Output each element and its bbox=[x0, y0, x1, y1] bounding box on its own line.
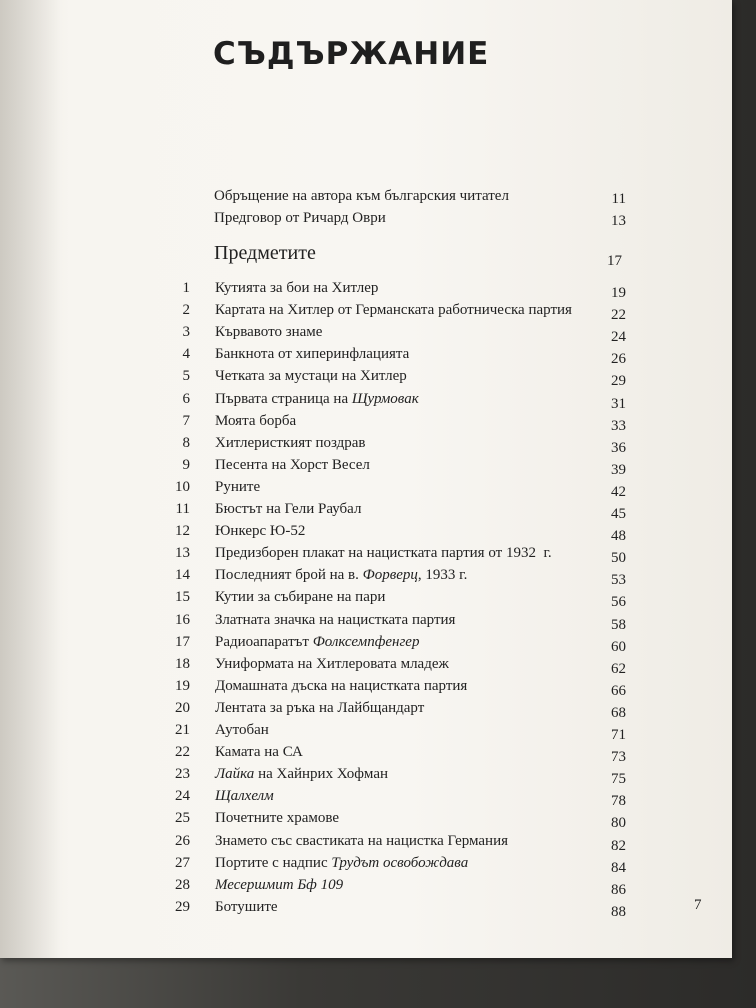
entry-number: 28 bbox=[175, 876, 190, 893]
entry-title-part: Кутии за събиране на пари bbox=[215, 589, 386, 606]
entry-title-part: Руните bbox=[215, 478, 261, 495]
entry-title-part: Лентата за ръка на Лайбщандарт bbox=[215, 699, 425, 716]
entry-title-part: на Хайнрих Хофман bbox=[254, 766, 389, 783]
entry-title bbox=[215, 567, 467, 584]
entry-title bbox=[215, 589, 385, 606]
entry-title bbox=[215, 435, 366, 452]
entry-title: Обръщение на автора към българския читател bbox=[214, 188, 509, 204]
entry-title bbox=[215, 634, 419, 651]
entry-number: 6 bbox=[182, 390, 190, 407]
entry-page: 80 bbox=[611, 815, 626, 832]
entry-title bbox=[215, 391, 419, 408]
entry-page: 84 bbox=[611, 859, 626, 876]
toc-entry bbox=[0, 413, 732, 435]
page-title: СЪДЪРЖАНИЕ bbox=[213, 36, 490, 72]
entry-title-part: Ботушите bbox=[215, 898, 278, 915]
entry-page: 13 bbox=[611, 213, 626, 229]
entry-number: 26 bbox=[175, 832, 190, 849]
toc-entry bbox=[0, 368, 732, 390]
entry-title-part: Златната значка на нацистката партия bbox=[215, 611, 456, 628]
entry-title bbox=[215, 744, 303, 761]
entry-title bbox=[215, 368, 407, 385]
entry-title-part: Камата на СА bbox=[215, 744, 303, 761]
entry-page: 19 bbox=[611, 285, 626, 301]
entry-number: 5 bbox=[182, 368, 190, 385]
entry-page: 24 bbox=[611, 329, 626, 346]
entry-title-part: Кървавото знаме bbox=[215, 324, 323, 341]
entry-number: 14 bbox=[175, 567, 190, 584]
entry-title-part: Радиоапаратът bbox=[215, 633, 313, 650]
section-title: Предметите bbox=[214, 242, 316, 264]
toc-entry bbox=[0, 435, 732, 457]
entry-title-italic-part: Фолксемпфенгер bbox=[312, 633, 420, 650]
entry-number: 13 bbox=[175, 545, 190, 562]
entry-page: 36 bbox=[611, 439, 626, 456]
entry-title-part: Аутобан bbox=[215, 722, 269, 738]
entry-title bbox=[215, 612, 455, 629]
entry-number: 23 bbox=[175, 766, 190, 783]
entry-number: 22 bbox=[175, 744, 190, 761]
entry-number: 1 bbox=[182, 280, 190, 296]
toc-entry bbox=[0, 457, 732, 479]
entry-page: 60 bbox=[611, 638, 626, 655]
page-number: 7 bbox=[694, 897, 702, 913]
entry-number: 19 bbox=[175, 677, 190, 694]
entry-title-part: Четката за мустаци на Хитлер bbox=[215, 368, 407, 385]
entry-title bbox=[215, 877, 343, 894]
entry-title-italic-part: Щалхелм bbox=[215, 788, 274, 805]
entry-number: 21 bbox=[175, 722, 190, 738]
entry-number: 12 bbox=[175, 523, 190, 540]
entry-page: 78 bbox=[611, 793, 626, 810]
toc-entry bbox=[0, 700, 732, 722]
section-page: 17 bbox=[607, 253, 622, 269]
entry-number: 15 bbox=[175, 589, 190, 606]
entry-title bbox=[215, 678, 467, 695]
entry-number: 3 bbox=[182, 324, 190, 341]
entry-number: 24 bbox=[175, 788, 190, 805]
entry-title bbox=[215, 280, 378, 297]
toc-entry bbox=[0, 302, 732, 324]
toc-entry bbox=[0, 788, 732, 810]
entry-page: 48 bbox=[611, 528, 626, 545]
entry-title bbox=[215, 413, 296, 430]
entry-number: 9 bbox=[182, 456, 190, 473]
toc-entry bbox=[0, 479, 732, 501]
toc-entry bbox=[0, 722, 732, 744]
entry-title-italic-part: Форверц bbox=[362, 567, 418, 584]
entry-title bbox=[215, 810, 339, 827]
entry-page: 88 bbox=[611, 903, 626, 920]
entry-title bbox=[215, 722, 269, 739]
entry-page: 53 bbox=[611, 572, 626, 589]
entry-page: 58 bbox=[611, 616, 626, 633]
entry-title bbox=[215, 766, 388, 783]
entry-title-part: Моята борба bbox=[215, 412, 297, 429]
entry-title bbox=[215, 545, 552, 562]
toc-entry bbox=[0, 324, 732, 346]
toc-entry bbox=[0, 899, 732, 921]
entry-number: 20 bbox=[175, 699, 190, 716]
entry-title-part: Униформата на Хитлеровата младеж bbox=[215, 655, 449, 672]
entry-title-part: Банкнота от хиперинфлацията bbox=[215, 346, 410, 363]
entry-number: 7 bbox=[182, 412, 190, 429]
entry-number: 18 bbox=[175, 655, 190, 672]
entry-title bbox=[215, 833, 508, 850]
entry-title bbox=[215, 656, 449, 673]
entry-title bbox=[215, 501, 361, 518]
toc-entry bbox=[0, 634, 732, 656]
toc-entry bbox=[0, 391, 732, 413]
entry-title bbox=[215, 479, 260, 496]
entry-title-part: , 1933 г. bbox=[417, 567, 468, 584]
entry-page: 71 bbox=[611, 727, 626, 743]
entry-number: 8 bbox=[182, 434, 190, 451]
entry-page: 62 bbox=[611, 660, 626, 677]
entry-title bbox=[215, 788, 274, 805]
entry-title-part: Кутията за бои на Хитлер bbox=[215, 280, 379, 296]
toc-entry bbox=[0, 589, 732, 611]
entry-page: 29 bbox=[611, 373, 626, 390]
entry-page: 86 bbox=[611, 881, 626, 898]
entry-title-part: Почетните храмове bbox=[215, 810, 340, 827]
entry-page: 73 bbox=[611, 749, 626, 766]
entry-number: 16 bbox=[175, 611, 190, 628]
entry-page: 26 bbox=[611, 351, 626, 368]
entry-number: 25 bbox=[175, 810, 190, 827]
entry-title-part: Последният брой на в. bbox=[215, 567, 363, 584]
entry-title-part: Песента на Хорст Весел bbox=[215, 456, 370, 473]
entry-page: 56 bbox=[611, 594, 626, 611]
entry-title bbox=[215, 302, 572, 319]
entry-title bbox=[215, 899, 278, 916]
entry-title-part: Бюстът на Гели Раубал bbox=[215, 501, 362, 517]
entry-title-part: Хитлеристкият поздрав bbox=[215, 434, 366, 451]
entry-page: 31 bbox=[611, 395, 626, 412]
toc-entry bbox=[0, 567, 732, 589]
entry-title-part: Портите с надпис bbox=[215, 854, 332, 871]
entry-number: 2 bbox=[182, 302, 190, 319]
entry-page: 39 bbox=[611, 461, 626, 478]
entry-number: 4 bbox=[182, 346, 190, 363]
entry-title bbox=[215, 700, 424, 717]
entry-title-italic-part: Щурмовак bbox=[351, 390, 419, 407]
entry-title-part: Първата страница на bbox=[215, 390, 352, 407]
entry-title bbox=[215, 855, 468, 872]
entry-page: 75 bbox=[611, 771, 626, 788]
entry-page: 66 bbox=[611, 682, 626, 699]
entry-page: 42 bbox=[611, 483, 626, 500]
toc-entry bbox=[0, 612, 732, 634]
toc-entry bbox=[0, 877, 732, 899]
entry-number: 11 bbox=[175, 501, 190, 517]
toc-entry bbox=[0, 501, 732, 523]
entry-number: 27 bbox=[175, 854, 190, 871]
toc-entry bbox=[0, 678, 732, 700]
entry-title-italic-part: Месершмит Бф 109 bbox=[215, 876, 344, 893]
toc-entry bbox=[0, 523, 732, 545]
entry-number: 10 bbox=[175, 478, 190, 495]
entry-title bbox=[215, 346, 409, 363]
entry-title bbox=[215, 324, 322, 341]
entry-page: 11 bbox=[611, 191, 626, 207]
entry-title-part: Юнкерс Ю-52 bbox=[215, 523, 306, 540]
toc-entry bbox=[0, 744, 732, 766]
entry-page: 33 bbox=[611, 417, 626, 434]
entry-title-part: Домашната дъска на нацистката партия bbox=[215, 677, 468, 694]
entry-number: 29 bbox=[175, 898, 190, 915]
toc-entry bbox=[0, 346, 732, 368]
toc-entry bbox=[0, 766, 732, 788]
entry-title-italic-part: Трудът освобождава bbox=[331, 854, 469, 871]
entry-title-part: Знамето със свастиката на нацистка Германия bbox=[215, 832, 509, 849]
entry-page: 45 bbox=[611, 506, 626, 522]
entry-title-italic-part: Лайка bbox=[215, 766, 255, 783]
toc-entry bbox=[0, 545, 732, 567]
entry-title: Предговор от Ричард Оври bbox=[214, 210, 386, 226]
toc-entry bbox=[0, 833, 732, 855]
toc-entry bbox=[0, 810, 732, 832]
entry-page: 68 bbox=[611, 704, 626, 721]
entry-number: 17 bbox=[175, 633, 190, 650]
entry-page: 50 bbox=[611, 550, 626, 567]
toc-entry bbox=[0, 855, 732, 877]
entry-title-part: Предизборен плакат на нацистката партия от 1932 г. bbox=[215, 545, 552, 562]
toc-entry bbox=[0, 656, 732, 678]
entry-title-part: Картата на Хитлер от Германската работническа партия bbox=[215, 302, 572, 319]
entry-page: 82 bbox=[611, 837, 626, 854]
toc-entry bbox=[0, 280, 732, 302]
entry-title bbox=[215, 457, 370, 474]
entry-title bbox=[215, 523, 305, 540]
entry-page: 22 bbox=[611, 307, 626, 324]
